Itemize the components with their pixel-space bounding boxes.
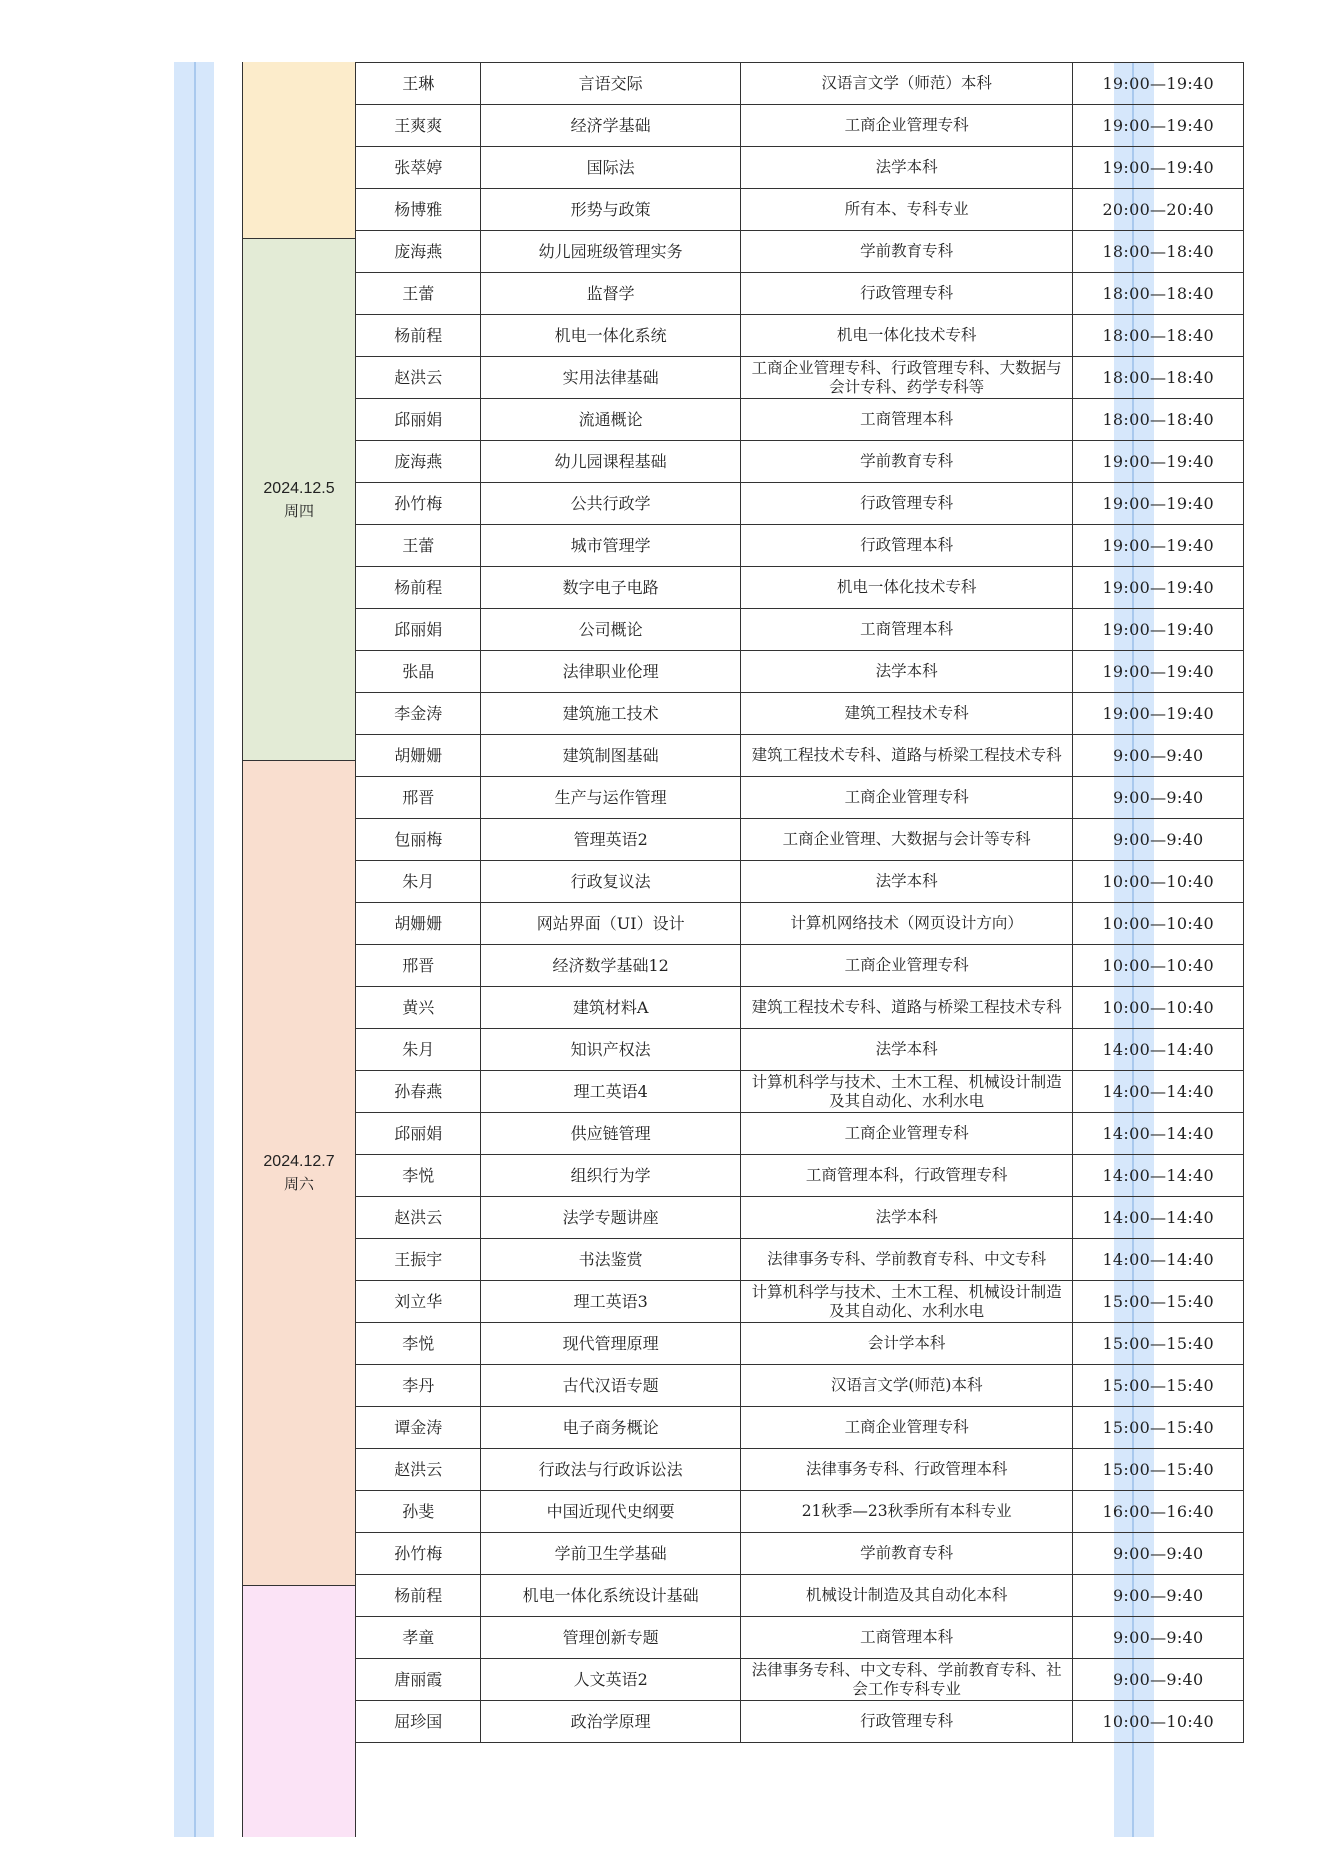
table-row bbox=[356, 819, 1244, 861]
table-row bbox=[356, 1155, 1244, 1197]
time-cell: 19:00—19:40 bbox=[1073, 651, 1244, 693]
teacher-cell: 王振宇 bbox=[356, 1239, 481, 1281]
course-cell: 公司概论 bbox=[481, 609, 740, 651]
major-cell: 工商管理本科 bbox=[740, 399, 1073, 441]
time-cell: 18:00—18:40 bbox=[1073, 231, 1244, 273]
table-row bbox=[356, 1533, 1244, 1575]
teacher-cell: 李悦 bbox=[356, 1323, 481, 1365]
table-row bbox=[356, 903, 1244, 945]
major-cell: 法学本科 bbox=[740, 1197, 1073, 1239]
time-cell: 9:00—9:40 bbox=[1073, 1575, 1244, 1617]
major-cell: 法律事务专科、中文专科、学前教育专科、社会工作专科专业 bbox=[740, 1659, 1073, 1701]
date-text: 2024.12.5 bbox=[263, 479, 335, 497]
course-cell: 学前卫生学基础 bbox=[481, 1533, 740, 1575]
course-cell: 人文英语2 bbox=[481, 1659, 740, 1701]
time-cell: 19:00—19:40 bbox=[1073, 63, 1244, 105]
time-cell: 20:00—20:40 bbox=[1073, 189, 1244, 231]
course-cell: 古代汉语专题 bbox=[481, 1365, 740, 1407]
teacher-cell: 孝童 bbox=[356, 1617, 481, 1659]
schedule-table bbox=[355, 62, 1244, 1743]
teacher-cell: 朱月 bbox=[356, 861, 481, 903]
teacher-cell: 屈珍国 bbox=[356, 1701, 481, 1743]
table-row bbox=[356, 63, 1244, 105]
teacher-cell: 唐丽霞 bbox=[356, 1659, 481, 1701]
teacher-cell: 胡姗姗 bbox=[356, 735, 481, 777]
course-cell: 幼儿园课程基础 bbox=[481, 441, 740, 483]
time-cell: 19:00—19:40 bbox=[1073, 609, 1244, 651]
course-cell: 国际法 bbox=[481, 147, 740, 189]
teacher-cell: 胡姗姗 bbox=[356, 903, 481, 945]
date-cell-block-3 bbox=[242, 760, 356, 1585]
teacher-cell: 孙春燕 bbox=[356, 1071, 481, 1113]
course-cell: 管理创新专题 bbox=[481, 1617, 740, 1659]
course-cell: 理工英语4 bbox=[481, 1071, 740, 1113]
teacher-cell: 赵洪云 bbox=[356, 1449, 481, 1491]
major-cell: 机电一体化技术专科 bbox=[740, 315, 1073, 357]
time-cell: 19:00—19:40 bbox=[1073, 483, 1244, 525]
major-cell: 计算机科学与技术、土木工程、机械设计制造及其自动化、水利水电 bbox=[740, 1071, 1073, 1113]
teacher-cell: 刘立华 bbox=[356, 1281, 481, 1323]
teacher-cell: 黄兴 bbox=[356, 987, 481, 1029]
table-row bbox=[356, 567, 1244, 609]
teacher-cell: 王爽爽 bbox=[356, 105, 481, 147]
time-cell: 14:00—14:40 bbox=[1073, 1071, 1244, 1113]
date-cell-block-4 bbox=[242, 1585, 356, 1837]
time-cell: 9:00—9:40 bbox=[1073, 777, 1244, 819]
teacher-cell: 杨博雅 bbox=[356, 189, 481, 231]
teacher-cell: 王蕾 bbox=[356, 525, 481, 567]
course-cell: 建筑制图基础 bbox=[481, 735, 740, 777]
table-row bbox=[356, 147, 1244, 189]
table-row bbox=[356, 735, 1244, 777]
major-cell: 计算机科学与技术、土木工程、机械设计制造及其自动化、水利水电 bbox=[740, 1281, 1073, 1323]
teacher-cell: 杨前程 bbox=[356, 315, 481, 357]
weekday-text: 周四 bbox=[283, 501, 314, 520]
weekday-text: 周六 bbox=[283, 1175, 314, 1193]
course-cell: 生产与运作管理 bbox=[481, 777, 740, 819]
major-cell: 学前教育专科 bbox=[740, 231, 1073, 273]
teacher-cell: 孙竹梅 bbox=[356, 1533, 481, 1575]
date-text: 2024.12.7 bbox=[263, 1153, 335, 1170]
course-cell: 言语交际 bbox=[481, 63, 740, 105]
teacher-cell: 邱丽娟 bbox=[356, 609, 481, 651]
teacher-cell: 邱丽娟 bbox=[356, 399, 481, 441]
major-cell: 法律事务专科、学前教育专科、中文专科 bbox=[740, 1239, 1073, 1281]
time-cell: 15:00—15:40 bbox=[1073, 1407, 1244, 1449]
time-cell: 19:00—19:40 bbox=[1073, 441, 1244, 483]
time-cell: 19:00—19:40 bbox=[1073, 567, 1244, 609]
course-cell: 供应链管理 bbox=[481, 1113, 740, 1155]
major-cell: 工商管理本科 bbox=[740, 1617, 1073, 1659]
table-row bbox=[356, 1071, 1244, 1113]
table-row bbox=[356, 1281, 1244, 1323]
table-row bbox=[356, 1575, 1244, 1617]
table-row bbox=[356, 609, 1244, 651]
teacher-cell: 包丽梅 bbox=[356, 819, 481, 861]
table-row bbox=[356, 189, 1244, 231]
table-row bbox=[356, 357, 1244, 399]
teacher-cell: 谭金涛 bbox=[356, 1407, 481, 1449]
teacher-cell: 庞海燕 bbox=[356, 231, 481, 273]
table-row bbox=[356, 1239, 1244, 1281]
major-cell: 学前教育专科 bbox=[740, 441, 1073, 483]
teacher-cell: 赵洪云 bbox=[356, 1197, 481, 1239]
major-cell: 法学本科 bbox=[740, 1029, 1073, 1071]
major-cell: 行政管理专科 bbox=[740, 1701, 1073, 1743]
time-cell: 18:00—18:40 bbox=[1073, 357, 1244, 399]
table-row bbox=[356, 1197, 1244, 1239]
teacher-cell: 庞海燕 bbox=[356, 441, 481, 483]
table-row bbox=[356, 1491, 1244, 1533]
teacher-cell: 李金涛 bbox=[356, 693, 481, 735]
teacher-cell: 邢晋 bbox=[356, 777, 481, 819]
time-cell: 16:00—16:40 bbox=[1073, 1491, 1244, 1533]
time-cell: 18:00—18:40 bbox=[1073, 315, 1244, 357]
major-cell: 法学本科 bbox=[740, 147, 1073, 189]
course-cell: 监督学 bbox=[481, 273, 740, 315]
course-cell: 城市管理学 bbox=[481, 525, 740, 567]
major-cell: 建筑工程技术专科、道路与桥梁工程技术专科 bbox=[740, 987, 1073, 1029]
teacher-cell: 李丹 bbox=[356, 1365, 481, 1407]
left-border-rail bbox=[194, 62, 196, 1837]
teacher-cell: 孙竹梅 bbox=[356, 483, 481, 525]
course-cell: 经济数学基础12 bbox=[481, 945, 740, 987]
course-cell: 机电一体化系统设计基础 bbox=[481, 1575, 740, 1617]
course-cell: 机电一体化系统 bbox=[481, 315, 740, 357]
table-row bbox=[356, 693, 1244, 735]
teacher-cell: 李悦 bbox=[356, 1155, 481, 1197]
major-cell: 工商企业管理专科 bbox=[740, 105, 1073, 147]
major-cell: 汉语言文学（师范）本科 bbox=[740, 63, 1073, 105]
course-cell: 现代管理原理 bbox=[481, 1323, 740, 1365]
teacher-cell: 杨前程 bbox=[356, 567, 481, 609]
table-row bbox=[356, 273, 1244, 315]
time-cell: 10:00—10:40 bbox=[1073, 945, 1244, 987]
course-cell: 行政法与行政诉讼法 bbox=[481, 1449, 740, 1491]
time-cell: 14:00—14:40 bbox=[1073, 1113, 1244, 1155]
major-cell: 会计学本科 bbox=[740, 1323, 1073, 1365]
table-row bbox=[356, 861, 1244, 903]
major-cell: 工商企业管理专科 bbox=[740, 777, 1073, 819]
course-cell: 数字电子电路 bbox=[481, 567, 740, 609]
major-cell: 法学本科 bbox=[740, 861, 1073, 903]
table-row bbox=[356, 1701, 1244, 1743]
teacher-cell: 孙斐 bbox=[356, 1491, 481, 1533]
major-cell: 21秋季—23秋季所有本科专业 bbox=[740, 1491, 1073, 1533]
table-row bbox=[356, 1407, 1244, 1449]
major-cell: 建筑工程技术专科 bbox=[740, 693, 1073, 735]
teacher-cell: 张晶 bbox=[356, 651, 481, 693]
time-cell: 10:00—10:40 bbox=[1073, 861, 1244, 903]
time-cell: 15:00—15:40 bbox=[1073, 1365, 1244, 1407]
time-cell: 9:00—9:40 bbox=[1073, 1617, 1244, 1659]
time-cell: 14:00—14:40 bbox=[1073, 1029, 1244, 1071]
course-cell: 理工英语3 bbox=[481, 1281, 740, 1323]
teacher-cell: 张萃婷 bbox=[356, 147, 481, 189]
time-cell: 18:00—18:40 bbox=[1073, 399, 1244, 441]
table-row bbox=[356, 399, 1244, 441]
major-cell: 工商企业管理专科 bbox=[740, 945, 1073, 987]
table-row bbox=[356, 1113, 1244, 1155]
course-cell: 政治学原理 bbox=[481, 1701, 740, 1743]
major-cell: 行政管理专科 bbox=[740, 273, 1073, 315]
course-cell: 行政复议法 bbox=[481, 861, 740, 903]
course-cell: 实用法律基础 bbox=[481, 357, 740, 399]
major-cell: 建筑工程技术专科、道路与桥梁工程技术专科 bbox=[740, 735, 1073, 777]
teacher-cell: 杨前程 bbox=[356, 1575, 481, 1617]
table-row bbox=[356, 1365, 1244, 1407]
time-cell: 15:00—15:40 bbox=[1073, 1449, 1244, 1491]
major-cell: 机械设计制造及其自动化本科 bbox=[740, 1575, 1073, 1617]
major-cell: 工商企业管理专科 bbox=[740, 1407, 1073, 1449]
teacher-cell: 邢晋 bbox=[356, 945, 481, 987]
table-row bbox=[356, 525, 1244, 567]
time-cell: 14:00—14:40 bbox=[1073, 1155, 1244, 1197]
time-cell: 9:00—9:40 bbox=[1073, 1533, 1244, 1575]
time-cell: 15:00—15:40 bbox=[1073, 1281, 1244, 1323]
time-cell: 19:00—19:40 bbox=[1073, 105, 1244, 147]
course-cell: 书法鉴赏 bbox=[481, 1239, 740, 1281]
table-row bbox=[356, 1449, 1244, 1491]
major-cell: 机电一体化技术专科 bbox=[740, 567, 1073, 609]
major-cell: 学前教育专科 bbox=[740, 1533, 1073, 1575]
course-cell: 电子商务概论 bbox=[481, 1407, 740, 1449]
table-row bbox=[356, 441, 1244, 483]
major-cell: 工商企业管理、大数据与会计等专科 bbox=[740, 819, 1073, 861]
course-cell: 知识产权法 bbox=[481, 1029, 740, 1071]
course-cell: 管理英语2 bbox=[481, 819, 740, 861]
teacher-cell: 邱丽娟 bbox=[356, 1113, 481, 1155]
table-row bbox=[356, 1029, 1244, 1071]
major-cell: 法律事务专科、行政管理本科 bbox=[740, 1449, 1073, 1491]
course-cell: 流通概论 bbox=[481, 399, 740, 441]
table-row bbox=[356, 105, 1244, 147]
time-cell: 14:00—14:40 bbox=[1073, 1239, 1244, 1281]
major-cell: 法学本科 bbox=[740, 651, 1073, 693]
major-cell: 汉语言文学(师范)本科 bbox=[740, 1365, 1073, 1407]
course-cell: 幼儿园班级管理实务 bbox=[481, 231, 740, 273]
time-cell: 9:00—9:40 bbox=[1073, 735, 1244, 777]
table-row bbox=[356, 1617, 1244, 1659]
course-cell: 法律职业伦理 bbox=[481, 651, 740, 693]
table-row bbox=[356, 483, 1244, 525]
course-cell: 中国近现代史纲要 bbox=[481, 1491, 740, 1533]
course-cell: 建筑材料A bbox=[481, 987, 740, 1029]
teacher-cell: 王琳 bbox=[356, 63, 481, 105]
major-cell: 工商企业管理专科、行政管理专科、大数据与会计专科、药学专科等 bbox=[740, 357, 1073, 399]
time-cell: 9:00—9:40 bbox=[1073, 1659, 1244, 1701]
date-cell-block-2 bbox=[242, 238, 356, 760]
teacher-cell: 朱月 bbox=[356, 1029, 481, 1071]
time-cell: 19:00—19:40 bbox=[1073, 147, 1244, 189]
time-cell: 10:00—10:40 bbox=[1073, 903, 1244, 945]
major-cell: 行政管理专科 bbox=[740, 483, 1073, 525]
time-cell: 18:00—18:40 bbox=[1073, 273, 1244, 315]
table-row bbox=[356, 1323, 1244, 1365]
time-cell: 19:00—19:40 bbox=[1073, 693, 1244, 735]
table-row bbox=[356, 987, 1244, 1029]
table-row bbox=[356, 651, 1244, 693]
major-cell: 工商管理本科 bbox=[740, 609, 1073, 651]
teacher-cell: 王蕾 bbox=[356, 273, 481, 315]
table-row bbox=[356, 1659, 1244, 1701]
major-cell: 工商企业管理专科 bbox=[740, 1113, 1073, 1155]
time-cell: 14:00—14:40 bbox=[1073, 1197, 1244, 1239]
major-cell: 计算机网络技术（网页设计方向） bbox=[740, 903, 1073, 945]
time-cell: 19:00—19:40 bbox=[1073, 525, 1244, 567]
course-cell: 组织行为学 bbox=[481, 1155, 740, 1197]
table-row bbox=[356, 777, 1244, 819]
course-cell: 形势与政策 bbox=[481, 189, 740, 231]
time-cell: 10:00—10:40 bbox=[1073, 987, 1244, 1029]
table-row bbox=[356, 945, 1244, 987]
course-cell: 网站界面（UI）设计 bbox=[481, 903, 740, 945]
time-cell: 9:00—9:40 bbox=[1073, 819, 1244, 861]
time-cell: 10:00—10:40 bbox=[1073, 1701, 1244, 1743]
course-cell: 建筑施工技术 bbox=[481, 693, 740, 735]
major-cell: 所有本、专科专业 bbox=[740, 189, 1073, 231]
table-row bbox=[356, 231, 1244, 273]
course-cell: 公共行政学 bbox=[481, 483, 740, 525]
table-row bbox=[356, 315, 1244, 357]
major-cell: 行政管理本科 bbox=[740, 525, 1073, 567]
date-cell-block-1 bbox=[242, 62, 356, 238]
course-cell: 经济学基础 bbox=[481, 105, 740, 147]
course-cell: 法学专题讲座 bbox=[481, 1197, 740, 1239]
time-cell: 15:00—15:40 bbox=[1073, 1323, 1244, 1365]
major-cell: 工商管理本科，行政管理专科 bbox=[740, 1155, 1073, 1197]
teacher-cell: 赵洪云 bbox=[356, 357, 481, 399]
